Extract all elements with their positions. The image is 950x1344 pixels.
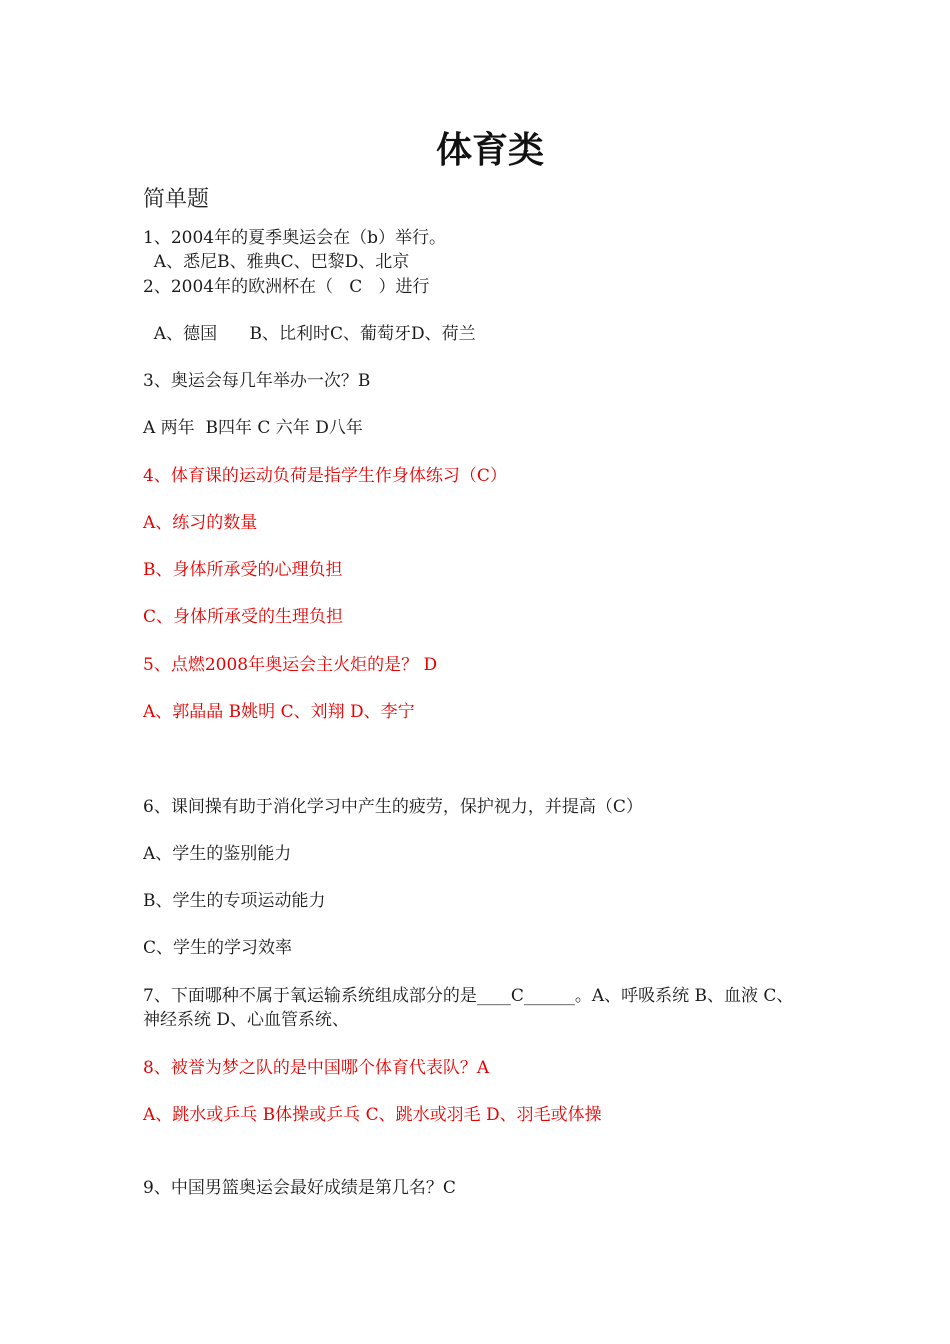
question-3: 3、奥运会每几年举办一次？B: [143, 371, 371, 391]
page-title: 体育类: [435, 130, 544, 171]
question-6-option-a: A、学生的鉴别能力: [143, 844, 292, 864]
question-2-options: A、德国 B、比利时C、葡萄牙D、荷兰: [143, 324, 476, 344]
question-4-option-b: B、身体所承受的心理负担: [143, 560, 343, 580]
question-6: 6、课间操有助于消化学习中产生的疲劳，保护视力，并提高（C）: [143, 797, 643, 817]
question-5-options: A、郭晶晶 B姚明 C、刘翔 D、李宁: [143, 702, 415, 722]
question-1-options: A、悉尼B、雅典C、巴黎D、北京: [143, 252, 410, 272]
question-6-option-c: C、学生的学习效率: [143, 938, 293, 958]
question-5: 5、点燃2008年奥运会主火炬的是？ D: [143, 655, 438, 675]
question-9: 9、中国男篮奥运会最好成绩是第几名？C: [143, 1178, 456, 1198]
question-8: 8、被誉为梦之队的是中国哪个体育代表队？A: [143, 1058, 490, 1078]
question-3-options: A 两年 B四年 C 六年 D八年: [143, 418, 363, 438]
question-4-option-a: A、练习的数量: [143, 513, 258, 533]
question-4-option-c: C、身体所承受的生理负担: [143, 607, 344, 627]
section-heading: 简单题: [143, 187, 210, 212]
question-7: 7、下面哪种不属于氧运输系统组成部分的是____C______。A、呼吸系统 B、血液 C、神经系统 D、心血管系统、: [143, 986, 794, 1030]
question-2: 2、2004年的欧洲杯在（ C ）进行: [143, 277, 430, 297]
question-6-option-b: B、学生的专项运动能力: [143, 891, 326, 911]
question-4: 4、体育课的运动负荷是指学生作身体练习（C）: [143, 466, 507, 486]
question-1: 1、2004年的夏季奥运会在（b）举行。: [143, 228, 446, 248]
question-8-options: A、跳水或乒乓 B体操或乒乓 C、跳水或羽毛 D、羽毛或体操: [143, 1105, 602, 1125]
